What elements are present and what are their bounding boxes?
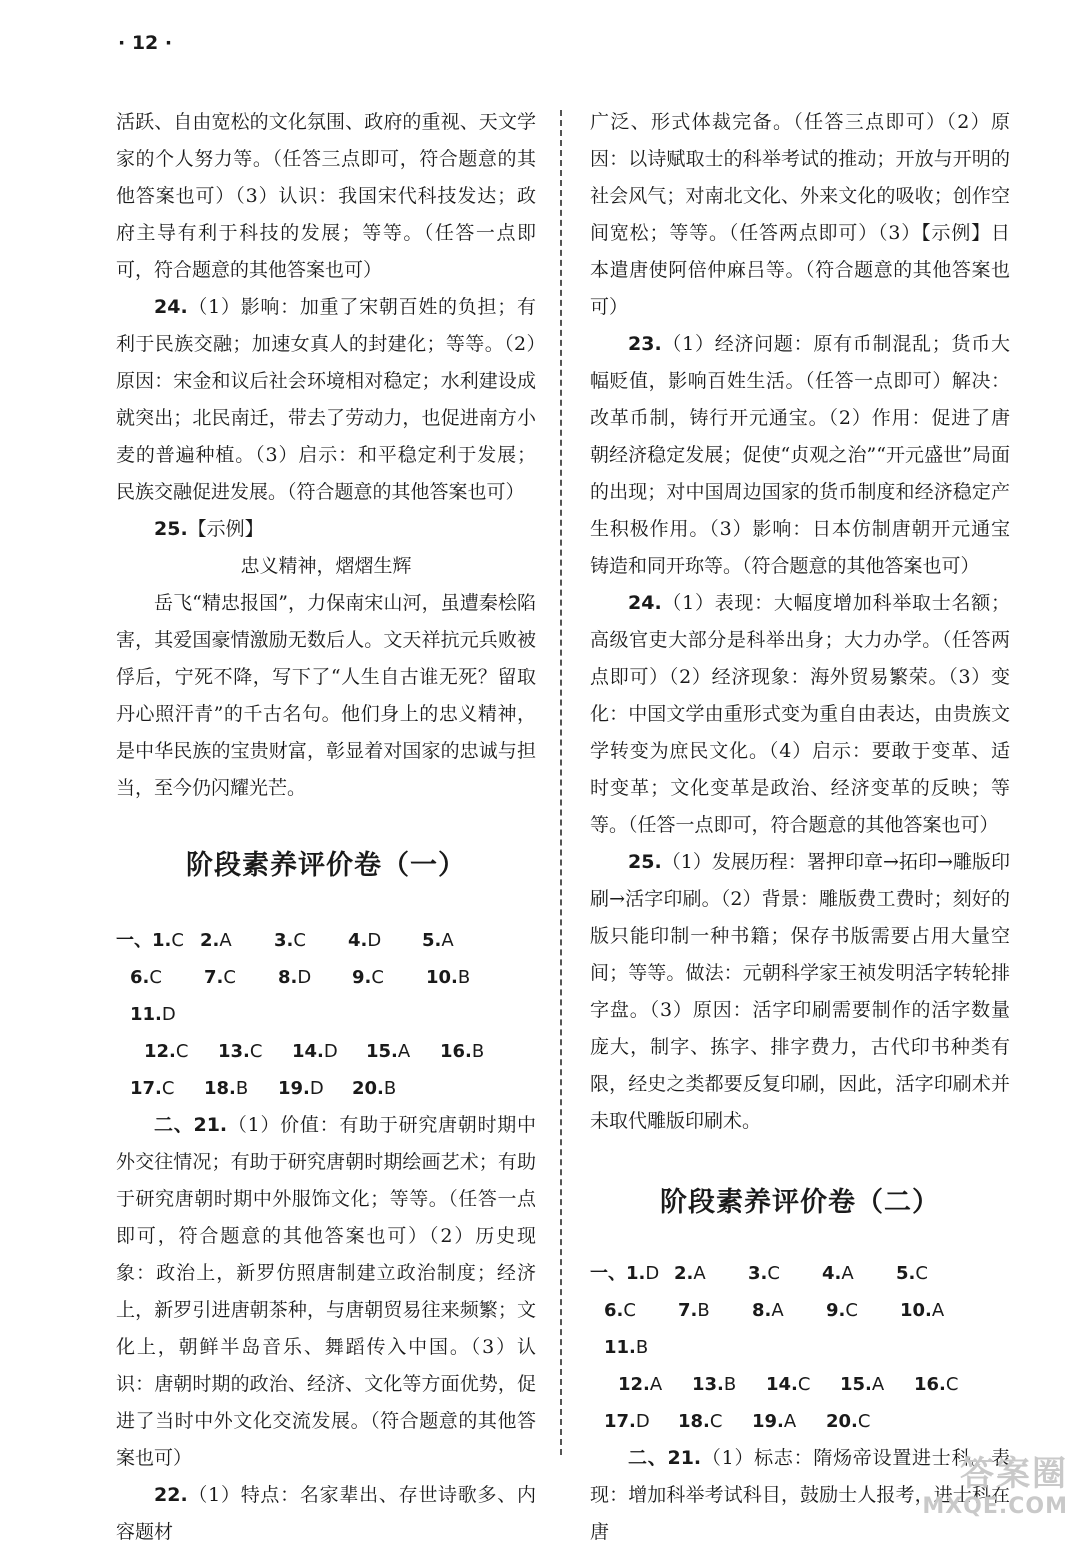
mc-number: 1.	[626, 1263, 646, 1284]
mc-choice: A	[441, 930, 454, 951]
mc-choice: C	[223, 967, 236, 988]
mc-choice: A	[649, 1374, 663, 1395]
mc-number: 8.	[278, 967, 298, 988]
mc-number: 9.	[826, 1300, 846, 1321]
mc-answer	[896, 1255, 970, 1292]
mc-number: 12.	[144, 1041, 176, 1062]
mc-choice: B	[723, 1374, 737, 1395]
mc-choice: C	[945, 1374, 959, 1395]
mc-number: 3.	[274, 930, 294, 951]
answer-row	[590, 1255, 1010, 1292]
mc-number: 18.	[678, 1411, 710, 1432]
answer-24	[116, 289, 536, 511]
question-number: 25.	[628, 851, 662, 873]
mc-choice: A	[219, 930, 232, 951]
mc-answer	[200, 922, 274, 959]
mc-answer	[116, 922, 200, 959]
mc-number: 7.	[678, 1300, 698, 1321]
watermark-url: MXQE.COM	[922, 1494, 1068, 1519]
mc-number: 13.	[692, 1374, 724, 1395]
mc-number: 20.	[826, 1411, 858, 1432]
mc-choice: A	[693, 1263, 706, 1284]
mc-answer	[766, 1366, 840, 1403]
mc-choice: D	[309, 1078, 324, 1099]
mc-choice: B	[457, 967, 471, 988]
section-title: 阶段素养评价卷（一）	[186, 850, 466, 881]
mc-choice: C	[371, 967, 384, 988]
mc-choice: C	[161, 1078, 175, 1099]
mc-number: 16.	[440, 1041, 472, 1062]
mc-choice: D	[635, 1411, 650, 1432]
mc-answer	[422, 922, 496, 959]
mc-answer	[590, 1255, 674, 1292]
mc-answer	[826, 1403, 900, 1440]
section-prefix: 一、	[590, 1263, 626, 1284]
mc-choice: D	[297, 967, 312, 988]
multiple-choice-answers	[590, 1255, 1010, 1440]
mc-answer	[348, 922, 422, 959]
mc-answer	[914, 1366, 988, 1403]
mc-number: 11.	[130, 1004, 162, 1025]
answer-24	[590, 585, 1010, 844]
mc-number: 18.	[204, 1078, 236, 1099]
mc-answer	[752, 1292, 826, 1329]
mc-choice: B	[235, 1078, 249, 1099]
mc-choice: B	[471, 1041, 485, 1062]
section-prefix: 二、	[628, 1447, 668, 1469]
mc-answer	[130, 959, 204, 996]
mc-answer	[748, 1255, 822, 1292]
mc-choice: B	[697, 1300, 710, 1321]
page-number: · 12 ·	[118, 32, 173, 54]
mc-choice: B	[635, 1337, 649, 1358]
mc-choice: C	[845, 1300, 858, 1321]
question-number: 25.	[154, 518, 188, 540]
mc-answer	[144, 1033, 218, 1070]
mc-choice: C	[175, 1041, 189, 1062]
answer-23	[590, 326, 1010, 585]
answer-22	[116, 1477, 536, 1551]
section-prefix: 二、	[154, 1114, 194, 1136]
mc-answer	[292, 1033, 366, 1070]
mc-choice: D	[161, 1004, 176, 1025]
mc-number: 14.	[766, 1374, 798, 1395]
mc-choice: A	[771, 1300, 784, 1321]
mc-number: 19.	[278, 1078, 310, 1099]
answer-row	[116, 1070, 536, 1107]
mc-number: 8.	[752, 1300, 772, 1321]
mc-answer	[678, 1292, 752, 1329]
mc-number: 5.	[422, 930, 442, 951]
mc-number: 7.	[204, 967, 224, 988]
mc-choice: C	[797, 1374, 811, 1395]
mc-answer	[692, 1366, 766, 1403]
mc-answer	[352, 959, 426, 996]
mc-number: 17.	[604, 1411, 636, 1432]
mc-choice: A	[931, 1300, 945, 1321]
mc-choice: A	[397, 1041, 411, 1062]
mc-number: 10.	[426, 967, 458, 988]
answer-row	[116, 1033, 536, 1070]
mc-choice: C	[767, 1263, 780, 1284]
mc-answer	[278, 1070, 352, 1107]
mc-number: 20.	[352, 1078, 384, 1099]
mc-answer	[218, 1033, 292, 1070]
answer-text: （1）发展历程：署押印章→拓印→雕版印刷→活字印刷。（2）背景：雕版费工费时；刻好的版只能印制一种书籍；保存书版需要占用大量空间；等等。做法：元朝科学家王祯发明活字转轮排字盘。（3）原因：活字印刷需要制作的活字数量庞大，制字、拣字、排字费力，古代印书种类有限，经史之类都要反复印刷，因此，活字印刷术并未取代雕版印刷术。	[590, 851, 1010, 1132]
mc-answer	[604, 1329, 678, 1366]
mc-choice: A	[841, 1263, 854, 1284]
mc-number: 5.	[896, 1263, 916, 1284]
mc-number: 19.	[752, 1411, 784, 1432]
mc-choice: D	[367, 930, 382, 951]
mc-answer	[826, 1292, 900, 1329]
mc-number: 15.	[840, 1374, 872, 1395]
continued-answer-text: 活跃、自由宽松的文化氛围、政府的重视、天文学家的个人努力等。（任答三点即可，符合题意的其他答案也可）（3）认识：我国宋代科技发达；政府主导有利于科技的发展；等等。（任答一点即可，符合题意的其他答案也可）	[116, 111, 536, 281]
mc-choice: C	[915, 1263, 928, 1284]
mc-answer	[840, 1366, 914, 1403]
mc-number: 4.	[822, 1263, 842, 1284]
mc-answer	[426, 959, 500, 996]
section-title: 阶段素养评价卷（二）	[660, 1187, 940, 1218]
answer-row	[590, 1403, 1010, 1440]
question-number: 21.	[667, 1447, 702, 1469]
mc-choice: C	[249, 1041, 263, 1062]
question-number: 24.	[154, 296, 188, 318]
watermark-logo	[858, 1454, 1068, 1524]
mc-number: 15.	[366, 1041, 398, 1062]
example-label: 【示例】	[187, 518, 264, 540]
mc-number: 9.	[352, 967, 372, 988]
mc-answer	[204, 1070, 278, 1107]
question-number: 22.	[154, 1484, 188, 1506]
answer-21	[116, 1107, 536, 1477]
mc-number: 12.	[618, 1374, 650, 1395]
essay-body: 岳飞“精忠报国”，力保南宋山河，虽遭秦桧陷害，其爱国豪情激励无数后人。文天祥抗元兵败被俘后，宁死不降，写下了“人生自古谁无死？留取丹心照汗青”的千古名句。他们身上的忠义精神，是中华民族的宝贵财富，彰显着对国家的忠诚与担当，至今仍闪耀光芒。	[116, 592, 536, 799]
continued-answer-text: 广泛、形式体裁完备。（任答三点即可）（2）原因：以诗赋取士的科举考试的推动；开放与开明的社会风气；对南北文化、外来文化的吸收；创作空间宽松；等等。（任答两点即可）（3）【示例】日本遣唐使阿倍仲麻吕等。（符合题意的其他答案也可）	[590, 111, 1010, 318]
mc-answer	[274, 922, 348, 959]
mc-choice: A	[871, 1374, 885, 1395]
mc-number: 6.	[130, 967, 150, 988]
answer-text: （1）价值：有助于研究唐朝时期中外交往情况；有助于研究唐朝时期绘画艺术；有助于研究唐朝时期中外服饰文化；等等。（任答一点即可，符合题意的其他答案也可）（2）历史现象：政治上，新罗仿照唐制建立政治制度；经济上，新罗引进唐朝茶种，与唐朝贸易往来频繁；文化上，朝鲜半岛音乐、舞蹈传入中国。（3）认识：唐朝时期的政治、经济、文化等方面优势，促进了当时中外文化交流发展。（符合题意的其他答案也可）	[116, 1114, 536, 1469]
answer-row	[590, 1292, 1010, 1366]
multiple-choice-answers	[116, 922, 536, 1107]
mc-choice: C	[857, 1411, 871, 1432]
mc-choice: C	[709, 1411, 723, 1432]
question-number: 23.	[628, 333, 662, 355]
right-column	[590, 104, 1010, 1551]
mc-number: 3.	[748, 1263, 768, 1284]
mc-choice: A	[783, 1411, 797, 1432]
answer-text: （1）标志：隋炀帝设置进士科。表现：增加科举考试科目，鼓励士人报考，进士科在唐	[590, 1447, 1010, 1543]
mc-answer	[204, 959, 278, 996]
mc-number: 16.	[914, 1374, 946, 1395]
answer-row	[116, 922, 536, 959]
section-prefix: 一、	[116, 930, 152, 951]
question-number: 24.	[628, 592, 662, 614]
mc-answer	[752, 1403, 826, 1440]
mc-choice: B	[383, 1078, 397, 1099]
mc-answer	[440, 1033, 514, 1070]
left-column	[116, 104, 536, 1551]
mc-answer	[130, 996, 204, 1033]
mc-answer	[674, 1255, 748, 1292]
mc-choice: C	[293, 930, 306, 951]
mc-answer	[604, 1292, 678, 1329]
mc-answer	[278, 959, 352, 996]
mc-choice: C	[623, 1300, 636, 1321]
mc-number: 17.	[130, 1078, 162, 1099]
mc-number: 10.	[900, 1300, 932, 1321]
mc-answer	[366, 1033, 440, 1070]
mc-answer	[618, 1366, 692, 1403]
mc-answer	[678, 1403, 752, 1440]
answer-25	[590, 844, 1010, 1140]
answer-row	[590, 1366, 1010, 1403]
mc-number: 2.	[674, 1263, 694, 1284]
answer-row	[116, 959, 536, 1033]
mc-answer	[604, 1403, 678, 1440]
mc-number: 14.	[292, 1041, 324, 1062]
watermark-text: 答案圈	[960, 1454, 1068, 1494]
mc-number: 1.	[152, 930, 172, 951]
mc-answer	[352, 1070, 426, 1107]
mc-number: 11.	[604, 1337, 636, 1358]
essay-title: 忠义精神，熠熠生辉	[240, 555, 412, 577]
column-divider	[560, 110, 562, 1455]
mc-answer	[822, 1255, 896, 1292]
mc-number: 6.	[604, 1300, 624, 1321]
mc-answer	[900, 1292, 974, 1329]
answer-text: （1）经济问题：原有币制混乱；货币大幅贬值，影响百姓生活。（任答一点即可）解决：改革币制，铸行开元通宝。（2）作用：促进了唐朝经济稳定发展；促使“贞观之治”“开元盛世”局面的出现；对中国周边国家的货币制度和经济稳定产生积极作用。（3）影响：日本仿制唐朝开元通宝铸造和同开珎等。（符合题意的其他答案也可）	[590, 333, 1010, 577]
answer-text: （1）表现：大幅度增加科举取士名额；高级官吏大部分是科举出身；大力办学。（任答两点即可）（2）经济现象：海外贸易繁荣。（3）变化：中国文学由重形式变为重自由表达，由贵族文学转变为庶民文化。（4）启示：要敢于变革、适时变革；文化变革是政治、经济变革的反映；等等。（任答一点即可，符合题意的其他答案也可）	[590, 592, 1010, 836]
question-number: 21.	[193, 1114, 228, 1136]
answer-text: （1）影响：加重了宋朝百姓的负担；有利于民族交融；加速女真人的封建化；等等。（2）原因：宋金和议后社会环境相对稳定；水利建设成就突出；北民南迁，带去了劳动力，也促进南方小麦的普遍种植。（3）启示：和平稳定利于发展；民族交融促进发展。（符合题意的其他答案也可）	[116, 296, 536, 503]
mc-choice: C	[149, 967, 162, 988]
mc-number: 2.	[200, 930, 220, 951]
answer-25	[116, 511, 536, 548]
mc-answer	[130, 1070, 204, 1107]
mc-number: 4.	[348, 930, 368, 951]
mc-choice: D	[323, 1041, 338, 1062]
mc-choice: C	[171, 930, 184, 951]
answer-text: （1）特点：名家辈出、存世诗歌多、内容题材	[116, 1484, 536, 1543]
mc-number: 13.	[218, 1041, 250, 1062]
mc-choice: D	[645, 1263, 660, 1284]
